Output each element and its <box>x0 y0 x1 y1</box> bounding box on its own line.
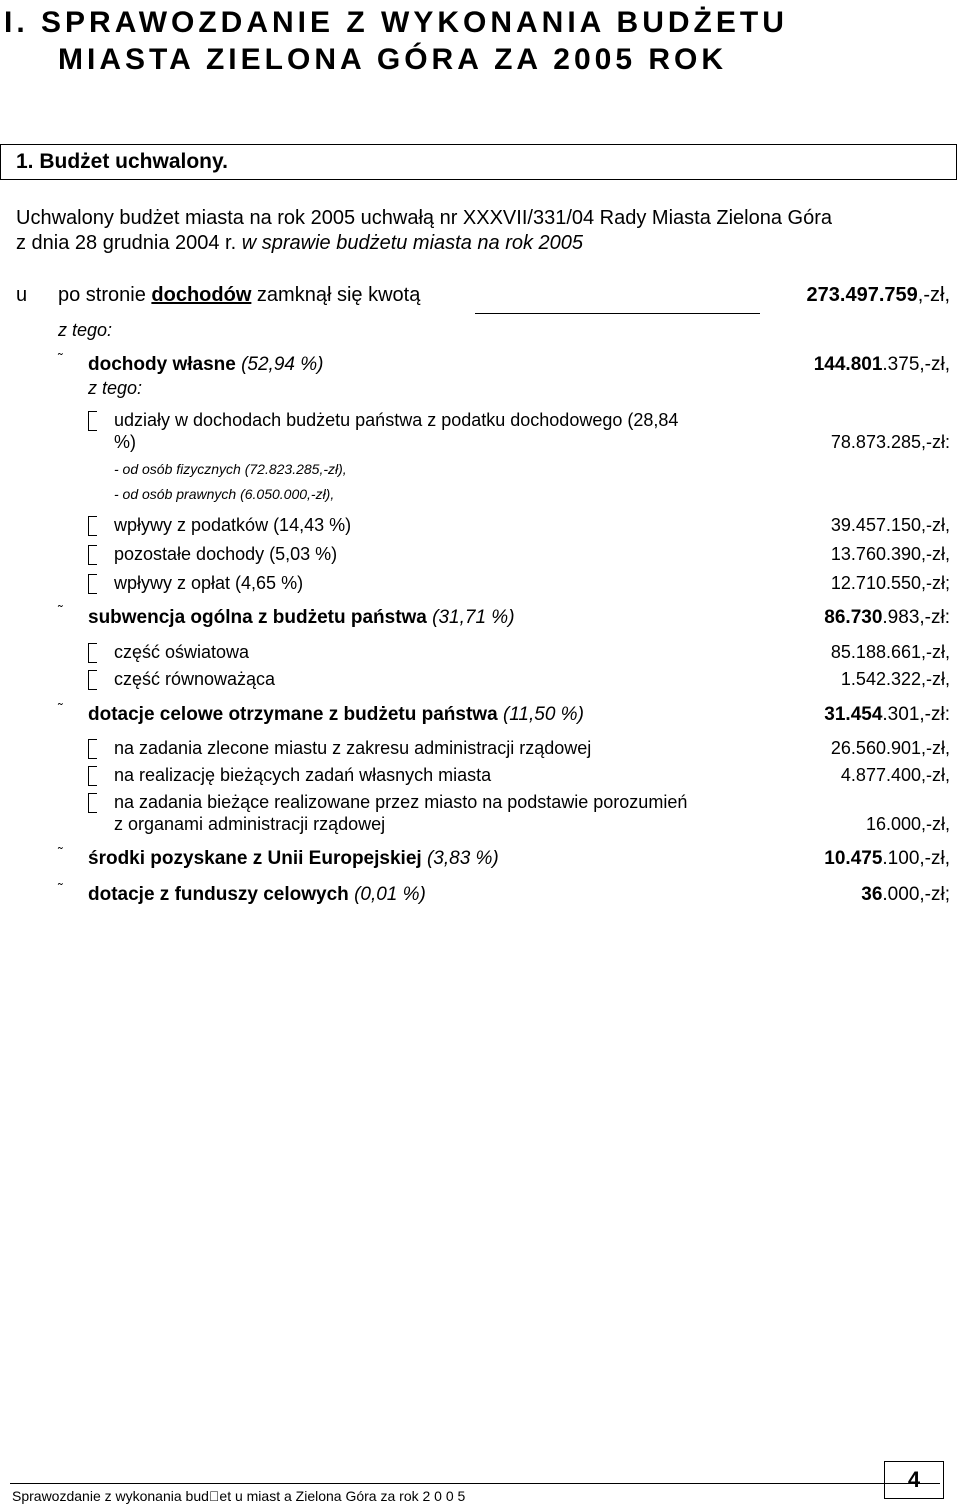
porozumienia-line1: na zadania bieżące realizowane przez miasto na podstawie porozumień <box>114 792 688 812</box>
srodki-ue-amount: 10.475.100,-zł, <box>824 848 950 869</box>
czesc-oswiatowa-amount: 85.188.661,-zł, <box>830 642 950 662</box>
wplywy-z-podatkow-amount: 39.457.150,-zł, <box>830 515 950 535</box>
wplywy-z-podatkow: wpływy z podatków (14,43 %) <box>114 515 352 535</box>
srodki-ue: środki pozyskane z Unii Europejskiej (3,83 %) <box>88 848 499 869</box>
intro-line1: Uchwalony budżet miasta na rok 2005 uchwałą nr XXXVII/331/04 Rady Miasta Zielona Góra <box>16 207 832 229</box>
dochody-wlasne: dochody własne (52,94 %) <box>88 354 324 375</box>
bracket <box>88 670 97 690</box>
bracket <box>88 574 97 594</box>
zadania-zlecone-amount: 26.560.901,-zł, <box>830 738 950 758</box>
czesc-oswiatowa: część oświatowa <box>114 642 250 662</box>
fill-line <box>475 313 760 314</box>
subwencja-amount: 86.730.983,-zł: <box>824 607 950 628</box>
od-osob-fizycznych: - od osób fizycznych (72.823.285,-zł), <box>114 461 347 477</box>
marker-5: ˜ <box>58 880 63 896</box>
bracket <box>88 643 97 663</box>
czesc-rownowazaca: część równoważąca <box>114 669 276 689</box>
bracket <box>88 766 97 786</box>
udzialy-line2: %) <box>114 432 136 452</box>
od-osob-prawnych: - od osób prawnych (6.050.000,-zł), <box>114 486 335 502</box>
page-number: 4 <box>884 1461 944 1499</box>
report-title-line1: I. SPRAWOZDANIE Z WYKONANIA BUDŻETU <box>4 6 788 39</box>
zadania-zlecone: na zadania zlecone miastu z zakresu administracji rządowej <box>114 738 592 758</box>
main-income-line: po stronie dochodów zamknął się kwotą <box>58 284 421 306</box>
pozostale-dochody: pozostałe dochody (5,03 %) <box>114 544 338 564</box>
subwencja: subwencja ogólna z budżetu państwa (31,71 %) <box>88 607 515 628</box>
dotacje-fundusze: dotacje z funduszy celowych (0,01 %) <box>88 884 426 905</box>
dotacje-fundusze-amount: 36.000,-zł; <box>861 884 950 905</box>
wplywy-z-oplat: wpływy z opłat (4,65 %) <box>114 573 304 593</box>
marker-3: ˜ <box>58 700 63 716</box>
section-heading: 1. Budżet uchwalony. <box>16 150 228 173</box>
marker-1: ˜ <box>58 350 63 366</box>
porozumienia-amount: 16.000,-zł, <box>865 814 950 834</box>
bracket <box>88 793 97 813</box>
bracket <box>88 516 97 536</box>
footer-rule <box>10 1483 940 1484</box>
dotacje-celowe: dotacje celowe otrzymane z budżetu państwa (11,50 %) <box>88 704 584 725</box>
bracket <box>88 739 97 759</box>
dochody-wlasne-amount: 144.801.375,-zł, <box>813 354 950 375</box>
report-title-line2: MIASTA ZIELONA GÓRA ZA 2005 ROK <box>58 43 728 76</box>
czesc-rownowazaca-amount: 1.542.322,-zł, <box>840 669 950 689</box>
intro-line2: z dnia 28 grudnia 2004 r. w sprawie budżetu miasta na rok 2005 <box>16 232 584 254</box>
bracket <box>88 411 97 431</box>
zadania-wlasne-amount: 4.877.400,-zł, <box>840 765 950 785</box>
main-income-amount: 273.497.759,-zł, <box>806 284 950 306</box>
footer-text: Sprawozdanie z wykonania bud et u miast a Zielona Góra za rok 2 0 0 5 <box>12 1488 466 1504</box>
dotacje-celowe-amount: 31.454.301,-zł: <box>824 704 950 725</box>
z-tego-1: z tego: <box>58 320 113 340</box>
udzialy-line1: udziały w dochodach budżetu państwa z podatku dochodowego (28,84 <box>114 410 679 430</box>
bracket <box>88 545 97 565</box>
wplywy-z-oplat-amount: 12.710.550,-zł; <box>830 573 950 593</box>
pozostale-dochody-amount: 13.760.390,-zł, <box>830 544 950 564</box>
porozumienia-line2: z organami administracji rządowej <box>114 814 386 834</box>
main-bullet: u <box>16 284 28 306</box>
marker-4: ˜ <box>58 844 63 860</box>
udzialy-amount: 78.873.285,-zł: <box>830 432 950 452</box>
z-tego-2: z tego: <box>88 378 143 398</box>
marker-2: ˜ <box>58 602 63 618</box>
zadania-wlasne: na realizację bieżących zadań własnych miasta <box>114 765 492 785</box>
